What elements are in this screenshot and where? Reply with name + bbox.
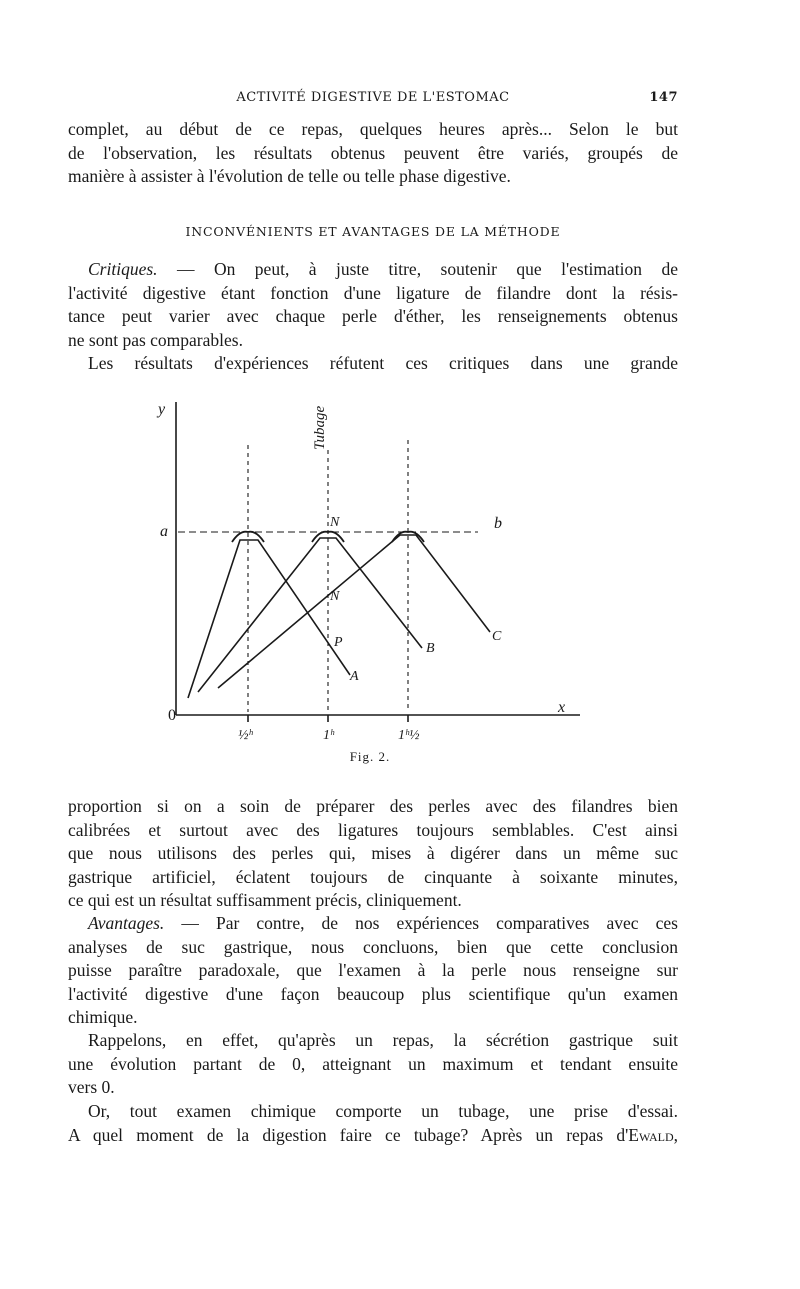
cross-N-label: N	[330, 589, 340, 604]
paragraph-1	[68, 118, 678, 189]
paragraph-3	[68, 352, 678, 376]
text-line: proportion si on a soin de préparer des perles avec des filandres bien	[68, 796, 678, 816]
section-title: INCONVÉNIENTS ET AVANTAGES DE LA MÉTHODE	[185, 224, 561, 239]
figure-caption: Fig. 2.	[349, 749, 391, 764]
peak-N-label: N	[330, 515, 340, 530]
text-line	[68, 1124, 678, 1148]
author-name: Ewald	[628, 1124, 674, 1145]
tick-one-half-label: 1ʰ½	[398, 728, 420, 743]
text-line: Les résultats d'expériences réfutent ces critiques dans une grande	[88, 353, 678, 373]
text-fragment: — On peut, à juste titre, soutenir que l'estimation de	[177, 259, 679, 279]
text-fragment: ,	[673, 1124, 678, 1145]
text-line: analyses de suc gastrique, nous concluons, bien que cette conclusion	[68, 936, 678, 957]
paragraph-6	[68, 1029, 678, 1100]
text-line: que nous utilisons des perles qui, mises à digérer dans un même suc	[68, 843, 678, 863]
text-fragment: A quel moment de la digestion faire ce tubage? Après un repas d'	[68, 1124, 629, 1145]
paragraph-avantages	[68, 912, 678, 1030]
text-line: manière à assister à l'évolution de telle ou telle phase digestive.	[68, 166, 511, 186]
curve-B-label: B	[426, 641, 435, 656]
text-line: l'activité digestive étant fonction d'une ligature de filandre dont la résis-	[68, 282, 678, 303]
text-fragment: — Par contre, de nos expériences comparatives avec ces	[181, 913, 678, 933]
paragraph-7	[68, 1100, 678, 1147]
level-b-label: b	[494, 515, 502, 532]
tubage-label: Tubage	[312, 405, 328, 450]
text-line: Rappelons, en effet, qu'après un repas, la sécrétion gastrique suit	[88, 1030, 678, 1050]
text-line: chimique.	[68, 1007, 138, 1027]
text-line: ce qui est un résultat suffisamment précis, cliniquement.	[68, 890, 462, 910]
curve-A-label: A	[350, 669, 359, 684]
text-line: de l'observation, les résultats obtenus peuvent être variés, groupés de	[68, 142, 678, 163]
figure-lines	[176, 402, 580, 722]
critiques-label: Critiques.	[88, 259, 158, 279]
text-line	[68, 258, 678, 282]
curve-C	[218, 535, 490, 688]
paragraph-critiques	[68, 258, 678, 352]
tick-one-label: 1ʰ	[323, 728, 334, 743]
avantages-label: Avantages.	[88, 913, 165, 933]
text-line: tance peut varier avec chaque perle d'éther, les renseignements obtenus	[68, 306, 678, 326]
text-line	[68, 912, 678, 936]
text-line: gastrique artificiel, éclatent toujours de cinquante à soixante minutes,	[68, 866, 678, 887]
text-line: ne sont pas comparables.	[68, 329, 243, 350]
curve-C-label: C	[492, 629, 502, 644]
origin-label: 0	[168, 707, 176, 724]
tick-half-label: ½ʰ	[238, 728, 253, 743]
text-line: une évolution partant de 0, atteignant un maximum et tendant ensuite	[68, 1053, 678, 1074]
point-P-label: P	[334, 635, 343, 650]
page-number: 147	[649, 90, 678, 105]
x-axis-label: x	[558, 699, 566, 716]
running-header	[68, 90, 678, 110]
level-a-label: a	[160, 523, 168, 540]
running-title: ACTIVITÉ DIGESTIVE DE L'ESTOMAC	[236, 90, 510, 105]
text-line: complet, au début de ce repas, quelques heures après... Selon le but	[68, 119, 678, 139]
text-line: l'activité digestive d'une façon beaucoup plus scientifique qu'un examen	[68, 983, 678, 1004]
figure-2-diagram	[140, 390, 600, 770]
figure-labels	[156, 401, 565, 764]
text-line: puisse paraître paradoxale, que l'examen à la perle nous renseigne sur	[68, 960, 678, 980]
text-line: calibrées et surtout avec des ligatures toujours semblables. C'est ainsi	[68, 819, 678, 840]
paragraph-4	[68, 795, 678, 913]
text-line: vers 0.	[68, 1077, 115, 1097]
text-line: Or, tout examen chimique comporte un tubage, une prise d'essai.	[88, 1101, 678, 1121]
y-axis-label: y	[158, 401, 166, 418]
